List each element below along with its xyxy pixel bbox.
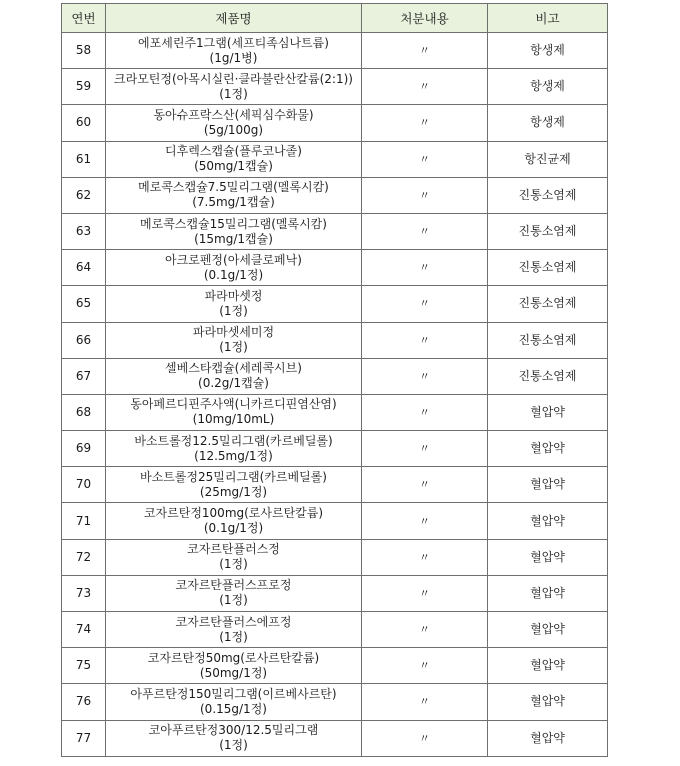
table-row [62, 286, 608, 322]
product-name: 메로콕스캡슐7.5밀리그램(멜록시캄) [138, 180, 329, 195]
product-name: 바소트롤정12.5밀리그램(카르베딜롤) [134, 433, 333, 448]
row-number: 64 [62, 250, 106, 286]
note-cell: 혈압약 [488, 394, 608, 430]
row-number: 60 [62, 105, 106, 141]
prescription-cell [362, 322, 488, 358]
prescription-cell [362, 250, 488, 286]
product-name-cell [106, 467, 362, 503]
ditto-mark: 〃 [419, 659, 430, 673]
row-number: 67 [62, 358, 106, 394]
product-name: 코자르탄플러스프로정 [175, 578, 292, 593]
row-number: 65 [62, 286, 106, 322]
table-row [62, 612, 608, 648]
prescription-cell [362, 286, 488, 322]
ditto-mark: 〃 [419, 514, 430, 528]
prescription-cell [362, 467, 488, 503]
note-cell: 혈압약 [488, 503, 608, 539]
table-row [62, 539, 608, 575]
row-number: 70 [62, 467, 106, 503]
header-product-name: 제품명 [106, 4, 362, 33]
table-row [62, 648, 608, 684]
product-name-cell [106, 503, 362, 539]
product-unit: (0.15g/1정) [200, 701, 267, 716]
product-name-cell [106, 141, 362, 177]
product-name-cell [106, 33, 362, 69]
table-row [62, 250, 608, 286]
table-row [62, 503, 608, 539]
product-unit: (0.1g/1정) [203, 267, 264, 282]
table-row [62, 105, 608, 141]
note-cell: 혈압약 [488, 431, 608, 467]
product-name: 파라마셋세미정 [192, 325, 275, 340]
product-name-cell [106, 612, 362, 648]
table-row [62, 141, 608, 177]
ditto-mark: 〃 [419, 623, 430, 637]
product-name: 셀베스타캡슐(세레콕시브) [165, 361, 302, 376]
table-row [62, 720, 608, 756]
product-name-cell [106, 358, 362, 394]
product-unit: (12.5mg/1정) [194, 448, 273, 463]
prescription-cell [362, 720, 488, 756]
product-name: 파라마셋정 [204, 288, 263, 303]
row-number: 71 [62, 503, 106, 539]
ditto-mark: 〃 [419, 261, 430, 275]
ditto-mark: 〃 [419, 44, 430, 58]
product-name: 코자르탄플러스정 [187, 542, 280, 557]
prescription-cell [362, 575, 488, 611]
prescription-cell [362, 177, 488, 213]
drug-disposition-table [61, 3, 608, 757]
table-row [62, 213, 608, 249]
product-name-cell [106, 575, 362, 611]
product-name: 코자르탄정100mg(로사르탄칼륨) [143, 506, 324, 521]
product-unit: (1정) [219, 738, 248, 753]
note-cell: 항생제 [488, 105, 608, 141]
prescription-cell [362, 612, 488, 648]
table-row [62, 322, 608, 358]
prescription-cell [362, 539, 488, 575]
product-name-cell [106, 69, 362, 105]
product-unit: (1정) [219, 593, 248, 608]
product-unit: (1정) [219, 557, 248, 572]
prescription-cell [362, 648, 488, 684]
note-cell: 진통소염제 [488, 177, 608, 213]
ditto-mark: 〃 [419, 586, 430, 600]
row-number: 66 [62, 322, 106, 358]
prescription-cell [362, 105, 488, 141]
product-unit: (1정) [219, 303, 248, 318]
product-name: 동아슈프락스산(세픽심수화물) [153, 107, 314, 122]
header-row [62, 4, 608, 33]
product-name: 아푸르탄정150밀리그램(이르베사르탄) [130, 686, 337, 701]
note-cell: 항생제 [488, 69, 608, 105]
product-unit: (10mg/10mL) [192, 412, 275, 427]
product-unit: (25mg/1정) [199, 484, 268, 499]
note-cell: 진통소염제 [488, 286, 608, 322]
prescription-cell [362, 394, 488, 430]
note-cell: 혈압약 [488, 467, 608, 503]
ditto-mark: 〃 [419, 80, 430, 94]
product-name-cell [106, 431, 362, 467]
ditto-mark: 〃 [419, 405, 430, 419]
note-cell: 진통소염제 [488, 250, 608, 286]
ditto-mark: 〃 [419, 478, 430, 492]
product-unit: (50mg/1캡슐) [194, 159, 273, 174]
note-cell: 항생제 [488, 33, 608, 69]
prescription-cell [362, 33, 488, 69]
prescription-cell [362, 431, 488, 467]
note-cell: 진통소염제 [488, 213, 608, 249]
product-name: 디후렉스캡슐(플루코나졸) [165, 144, 302, 159]
table-body [62, 33, 608, 757]
product-name-cell [106, 720, 362, 756]
note-cell: 혈압약 [488, 720, 608, 756]
product-name: 코자르탄정50mg(로사르탄칼륨) [147, 650, 320, 665]
note-cell: 혈압약 [488, 612, 608, 648]
row-number: 59 [62, 69, 106, 105]
product-unit: (7.5mg/1캡슐) [192, 195, 275, 210]
product-name-cell [106, 684, 362, 720]
prescription-cell [362, 684, 488, 720]
row-number: 72 [62, 539, 106, 575]
product-name-cell [106, 322, 362, 358]
product-name-cell [106, 213, 362, 249]
prescription-cell [362, 358, 488, 394]
ditto-mark: 〃 [419, 225, 430, 239]
row-number: 74 [62, 612, 106, 648]
ditto-mark: 〃 [419, 333, 430, 347]
row-number: 69 [62, 431, 106, 467]
product-name-cell [106, 539, 362, 575]
product-unit: (1정) [219, 340, 248, 355]
ditto-mark: 〃 [419, 116, 430, 130]
table-row [62, 33, 608, 69]
row-number: 61 [62, 141, 106, 177]
table-row [62, 575, 608, 611]
table-row [62, 69, 608, 105]
product-unit: (0.2g/1캡슐) [198, 376, 269, 391]
table-row [62, 467, 608, 503]
prescription-cell [362, 503, 488, 539]
row-number: 68 [62, 394, 106, 430]
product-unit: (0.1g/1정) [203, 521, 264, 536]
ditto-mark: 〃 [419, 297, 430, 311]
note-cell: 혈압약 [488, 648, 608, 684]
row-number: 76 [62, 684, 106, 720]
table-row [62, 394, 608, 430]
product-unit: (1정) [219, 86, 248, 101]
table-row [62, 358, 608, 394]
product-name-cell [106, 177, 362, 213]
product-name: 에포세린주1그램(세프티족심나트륨) [138, 35, 329, 50]
note-cell: 항진균제 [488, 141, 608, 177]
product-name: 아크로펜정(아세클로페낙) [165, 252, 302, 267]
table-row [62, 431, 608, 467]
ditto-mark: 〃 [419, 550, 430, 564]
product-name: 메로콕스캡슐15밀리그램(멜록시캄) [140, 216, 327, 231]
note-cell: 진통소염제 [488, 322, 608, 358]
product-unit: (1g/1병) [209, 50, 258, 65]
header-prescription: 처분내용 [362, 4, 488, 33]
prescription-cell [362, 69, 488, 105]
note-cell: 혈압약 [488, 539, 608, 575]
product-name: 코자르탄플러스에프정 [175, 614, 292, 629]
product-name-cell [106, 105, 362, 141]
row-number: 62 [62, 177, 106, 213]
product-unit: (15mg/1캡슐) [194, 231, 273, 246]
note-cell: 혈압약 [488, 575, 608, 611]
ditto-mark: 〃 [419, 152, 430, 166]
product-name: 코아푸르탄정300/12.5밀리그램 [148, 723, 319, 738]
row-number: 77 [62, 720, 106, 756]
product-name-cell [106, 286, 362, 322]
row-number: 75 [62, 648, 106, 684]
table-header [62, 4, 608, 33]
prescription-cell [362, 213, 488, 249]
row-number: 63 [62, 213, 106, 249]
prescription-cell [362, 141, 488, 177]
product-name-cell [106, 394, 362, 430]
ditto-mark: 〃 [419, 188, 430, 202]
product-unit: (50mg/1정) [199, 665, 268, 680]
product-unit: (1정) [219, 629, 248, 644]
header-no: 연번 [62, 4, 106, 33]
header-note: 비고 [488, 4, 608, 33]
product-name: 바소트롤정25밀리그램(카르베딜롤) [140, 469, 327, 484]
row-number: 73 [62, 575, 106, 611]
ditto-mark: 〃 [419, 695, 430, 709]
product-name-cell [106, 648, 362, 684]
table-row [62, 684, 608, 720]
product-unit: (5g/100g) [203, 122, 264, 137]
table-row [62, 177, 608, 213]
product-name-cell [106, 250, 362, 286]
ditto-mark: 〃 [419, 442, 430, 456]
product-name: 크라모틴정(아목시실린·클라불란산칼륨(2:1)) [114, 71, 353, 86]
ditto-mark: 〃 [419, 731, 430, 745]
note-cell: 혈압약 [488, 684, 608, 720]
ditto-mark: 〃 [419, 369, 430, 383]
note-cell: 진통소염제 [488, 358, 608, 394]
row-number: 58 [62, 33, 106, 69]
product-name: 동아페르디핀주사액(니카르디핀염산염) [130, 397, 337, 412]
